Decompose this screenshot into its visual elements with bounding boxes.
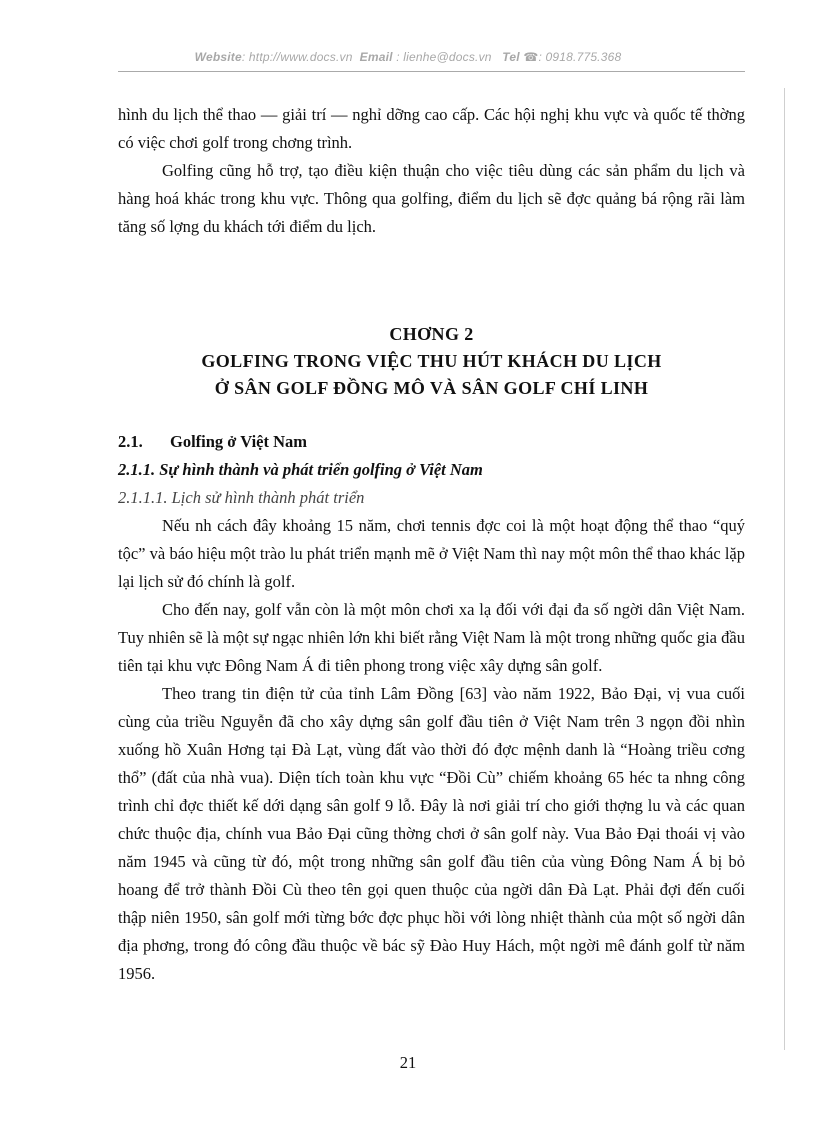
chapter-title-line-2: Ở SÂN GOLF ĐỒNG MÔ VÀ SÂN GOLF CHÍ LINH [214, 378, 649, 398]
intro-paragraph-1: hình du lịch thể thao — giải trí — nghỉ dỡng cao cấp. Các hội nghị khu vực và quốc tế thờng có việc chơi golf trong chơng trình. [118, 105, 745, 152]
email-label: Email [359, 50, 393, 64]
email-value: : lienhe@docs.vn [396, 50, 492, 64]
tel-label: Tel [502, 50, 520, 64]
header-divider [118, 71, 745, 72]
body-paragraph-3: Theo trang tin điện tử của tỉnh Lâm Đồng [63] vào năm 1922, Bảo Đại, vị vua cuối cùng của triều Nguyễn đã cho xây dựng sân golf đầu tiên ở Việt Nam trên 3 ngọn đồi nhìn xuống hồ Xuân Hơng tại Đà Lạt, vùng đất vào thời đó đợc mệnh danh là “Hoàng triều cơng thổ” (đất của nhà vua). Diện tích toàn khu vực “Đồi Cù” chiếm khoảng 65 héc ta nhng công trình chỉ đợc thiết kế dới dạng sân golf 9 lỗ. Đây là nơi giải trí cho giới thợng lu và các quan chức thuộc địa, chính vua Bảo Đại cũng thờng chơi ở sân golf này. Vua Bảo Đại thoái vị vào năm 1945 và cũng từ đó, một trong những sân golf đầu tiên của vùng Đông Nam Á bị bỏ hoang để trở thành Đồi Cù theo tên gọi quen thuộc của ngời dân Đà Lạt. Phải đợi đến cuối thập niên 1950, sân golf mới từng bớc đợc phục hồi với lòng nhiệt thành của một số ngời dân địa phơng, trong đó công đầu thuộc về bác sỹ Đào Huy Hách, một ngời mê đánh golf từ năm 1956. [118, 684, 745, 983]
chapter-title-line-1: GOLFING TRONG VIỆC THU HÚT KHÁCH DU LỊCH [201, 351, 662, 371]
section-title: Golfing ở Việt Nam [170, 432, 308, 451]
website-label: Website [194, 50, 242, 64]
page-header [0, 50, 816, 64]
phone-icon: ☎ [523, 50, 539, 64]
chapter-number: CHƠNG 2 [389, 324, 474, 344]
chapter-body [118, 428, 745, 988]
body-paragraph-2: Cho đến nay, golf vẫn còn là một môn chơi xa lạ đối với đại đa số ngời dân Việt Nam. Tuy nhiên sẽ là một sự ngạc nhiên lớn khi biết rằng Việt Nam là một trong những quốc gia đầu tiên tại khu vực Đông Nam Á đi tiên phong trong việc xây dựng sân golf. [118, 600, 745, 675]
page-number: 21 [399, 1053, 417, 1072]
website-value: : http://www.docs.vn [241, 50, 353, 64]
tel-value: : 0918.775.368 [538, 50, 622, 64]
body-paragraph-1: Nếu nh cách đây khoảng 15 năm, chơi tennis đợc coi là một hoạt động thể thao “quý tộc” và báo hiệu một trào lu phát triển mạnh mẽ ở Việt Nam thì nay một môn thể thao khác lặp lại lịch sử đó chính là golf. [118, 516, 745, 591]
intro-text [118, 101, 745, 241]
section-heading [118, 428, 745, 456]
section-number: 2.1. [118, 432, 143, 451]
page-border-right [784, 88, 785, 1050]
intro-paragraph-2: Golfing cũng hỗ trợ, tạo điều kiện thuận cho việc tiêu dùng các sản phẩm du lịch và hàng hoá khác trong khu vực. Thông qua golfing, điểm du lịch sẽ đợc quảng bá rộng rãi làm tăng số lợng du khách tới điểm du lịch. [118, 161, 745, 236]
subsubsection-heading: 2.1.1.1. Lịch sử hình thành phát triển [118, 488, 365, 507]
subsection-heading: 2.1.1. Sự hình thành và phát triển golfing ở Việt Nam [118, 460, 483, 479]
chapter-heading [118, 321, 745, 402]
